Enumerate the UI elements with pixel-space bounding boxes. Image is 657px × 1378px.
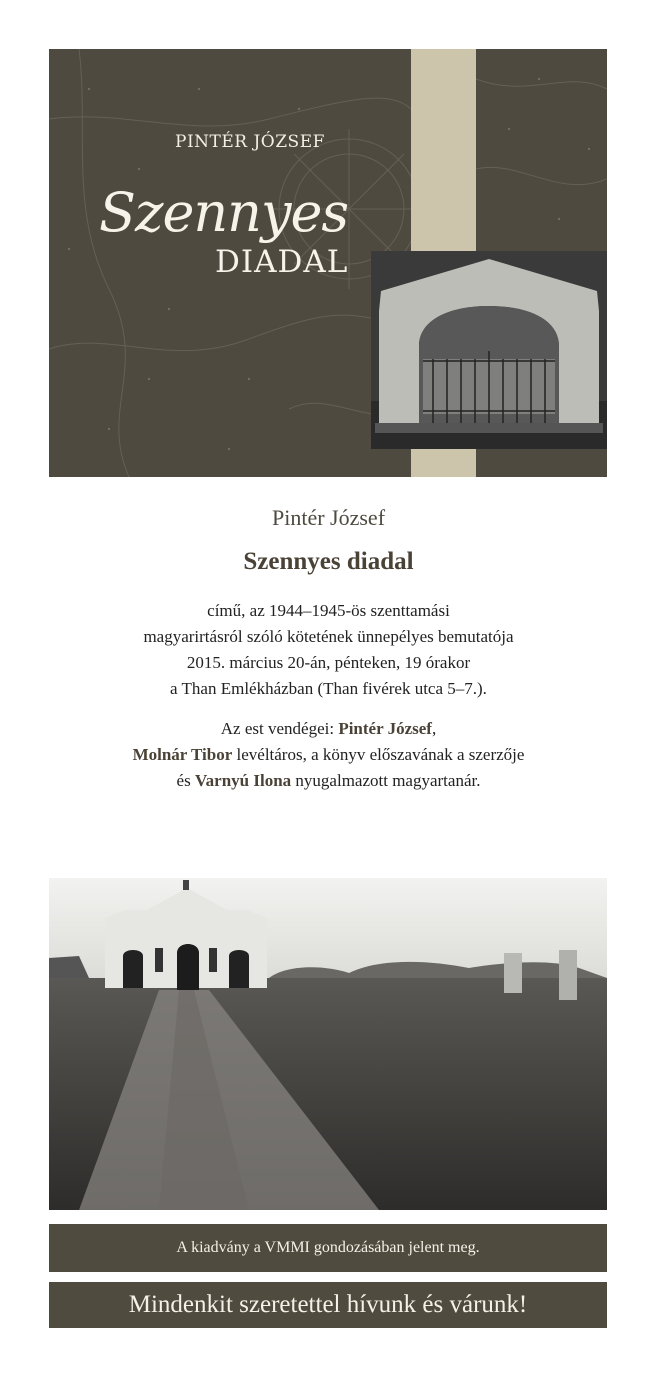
desc-line: 2015. március 20-án, pénteken, 19 órakor (186, 653, 471, 672)
event-description (0, 598, 657, 702)
guests-line-2 (0, 742, 657, 768)
invitation-bar: Mindenkit szeretettel hívunk és várunk! (49, 1282, 607, 1328)
publisher-note-bar: A kiadvány a VMMI gondozásában jelent meg. (49, 1224, 607, 1272)
book-title: Szennyes diadal (243, 548, 414, 575)
book-cover-banner (49, 49, 607, 477)
guest-pinter: Pintér József (338, 719, 432, 738)
guests-line-3 (0, 768, 657, 794)
guest-molnar: Molnár Tibor (132, 745, 233, 764)
guest-varnyu-desc: nyugalmazott magyartanár. (291, 771, 481, 790)
guests-intro: Az est vendégei: (220, 719, 339, 738)
cover-title-script: Szennyes (99, 181, 349, 244)
guests-separator: , (431, 719, 437, 738)
cover-title-caps: DIADAL (215, 244, 349, 280)
cover-author: PINTÉR JÓZSEF (175, 132, 325, 152)
chapel-field-photo (49, 878, 607, 1210)
guests-and: és (176, 771, 195, 790)
guest-varnyu: Varnyú Ilona (194, 771, 292, 790)
guests-block (0, 716, 657, 794)
cemetery-gate-photo (371, 251, 607, 449)
desc-line: a Than Emlékházban (Than fivérek utca 5–7.). (170, 679, 487, 698)
desc-line: magyarirtásról szóló kötetének ünnepélyes bemutatója (143, 627, 514, 646)
desc-line: című, az 1944–1945-ös szenttamási (207, 601, 450, 620)
author-name: Pintér József (271, 505, 386, 530)
guest-molnar-desc: levéltáros, a könyv előszavának a szerzője (232, 745, 525, 764)
guests-line-1 (0, 716, 657, 742)
